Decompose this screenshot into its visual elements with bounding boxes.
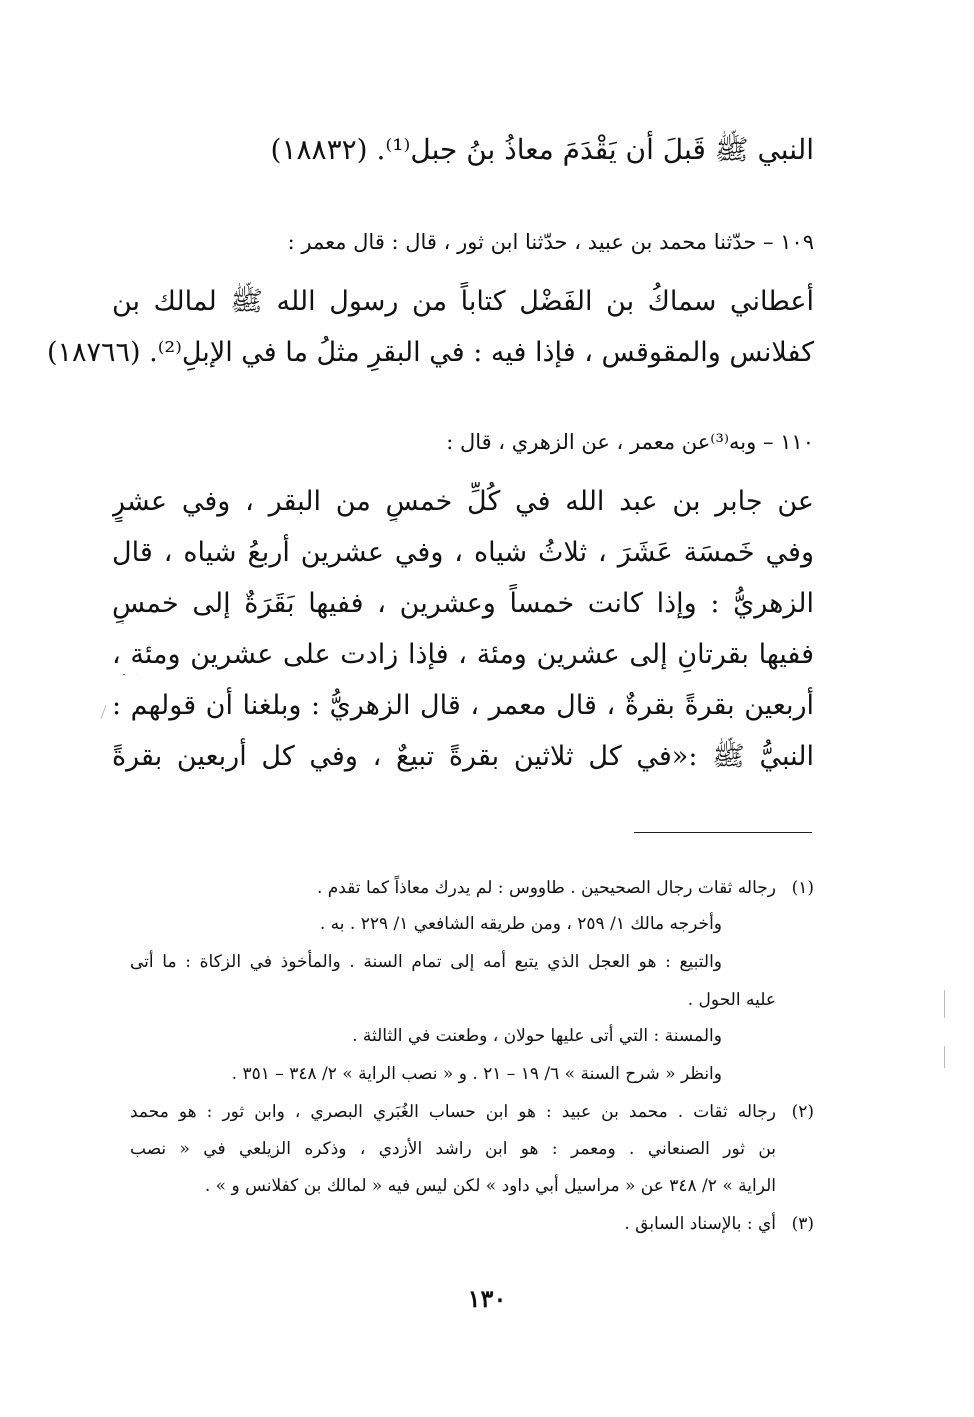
hadith-109-line-2: كفلانس والمقوقس ، فإذا فيه : في البقرِ مثلُ ما في الإبلِ⁽²⁾. (١٨٧٦٦) xyxy=(46,337,814,368)
continuation-line: النبي ﷺ قَبلَ أن يَقْدَمَ معاذُ بنُ جبل⁽¹⁾. (١٨٨٣٢) xyxy=(270,133,814,166)
hadith-109-heading: ١٠٩ – حدّثنا محمد بن عبيد ، حدّثنا ابن ثور ، قال : قال معمر : xyxy=(287,230,814,254)
footnote-1-line-5: والمسنة : التي أتى عليها حولان ، وطعنت في الثالثة . xyxy=(352,1026,722,1046)
hadith-109-line-1: أعطاني سماكُ بن الفَضْل كتاباً من رسول الله ﷺ لمالك بن xyxy=(112,286,814,317)
hadith-110-line-3: الزهريُّ : وإذا كانت خمساً وعشرين ، ففيها بَقَرَةٌ إلى خمسٍ xyxy=(112,588,814,619)
scan-speck xyxy=(944,990,945,1018)
footnote-3-line-1: أي : بالإسناد السابق . xyxy=(624,1214,776,1234)
footnote-1-line-4: عليه الحول . xyxy=(687,990,776,1010)
page-number: ١٣٠ xyxy=(467,1284,507,1313)
footnote-1-number: (١) xyxy=(791,878,814,898)
hadith-110-line-4: ففيها بقرتانِ إلى عشرين ومئة ، فإذا زادت على عشرين ومئة ، xyxy=(112,639,814,670)
hadith-110-line-2: وفي خَمسَة عَشَرَ ، ثلاثُ شياه ، وفي عشرين أربعُ شياه ، قال xyxy=(112,537,814,568)
hadith-110-heading: ١١٠ – وبه⁽³⁾عن معمر ، عن الزهري ، قال : xyxy=(446,430,814,454)
footnote-1-line-3: والتبيع : هو العجل الذي يتبع أمه إلى تمام السنة . والمأخوذ في الزكاة : ما أتى xyxy=(130,952,722,972)
footnote-1-line-2: وأخرجه مالك ١/ ٢٥٩ ، ومن طريقه الشافعي ١/ ٢٢٩ . به . xyxy=(319,914,722,934)
footnote-separator xyxy=(634,832,812,833)
hadith-110-line-5: أربعين بقرةً بقرةٌ ، قال معمر ، قال الزهريُّ : وبلغنا أن قولهم : xyxy=(112,690,814,721)
hadith-110-line-6: النبيُّ ﷺ :«في كل ثلاثين بقرةً تبيعٌ ، وفي كل أربعين بقرةً xyxy=(112,741,814,772)
footnote-2-line-3: الراية » ٢/ ٣٤٨ عن « مراسيل أبي داود » لكن ليس فيه « لمالك بن كفلانس و » . xyxy=(204,1176,776,1196)
footnote-3-number: (٣) xyxy=(791,1214,814,1234)
footnote-1-line-6: وانظر « شرح السنة » ٦/ ١٩ – ٢١ . و « نصب الراية » ٢/ ٣٤٨ – ٣٥١ . xyxy=(231,1064,722,1084)
scan-speck xyxy=(101,705,107,718)
hadith-110-line-1: عن جابر بن عبد الله في كُلِّ خمسٍ من البقر ، وفي عشرٍ xyxy=(112,486,814,517)
footnote-1-line-1: رجاله ثقات رجال الصحيحين . طاووس : لم يدرك معاذاً كما تقدم . xyxy=(316,878,776,898)
scan-speck xyxy=(944,1046,945,1068)
footnote-2-line-2: بن ثور الصنعاني . ومعمر : هو ابن راشد الأزدي ، وذكره الزيلعي في « نصب xyxy=(130,1139,776,1159)
footnote-2-line-1: رجاله ثقات . محمد بن عبيد : هو ابن حساب الغُبَري البصري ، وابن ثور : هو محمد xyxy=(130,1102,776,1122)
footnote-2-number: (٢) xyxy=(791,1102,814,1122)
